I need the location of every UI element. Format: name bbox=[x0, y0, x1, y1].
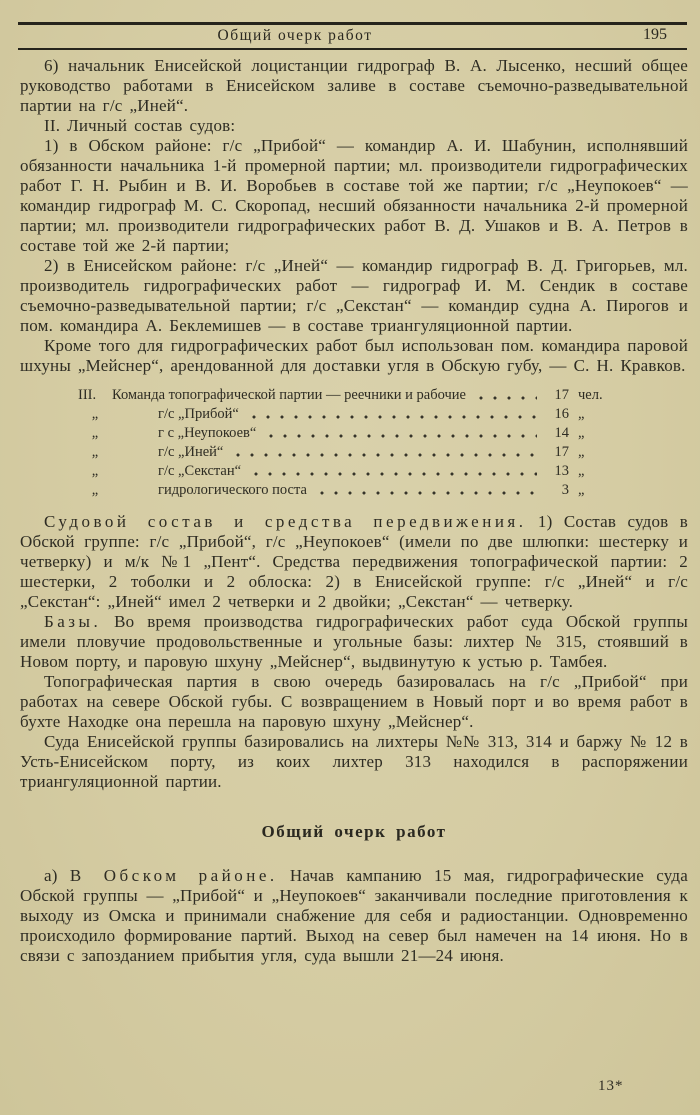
paragraph-rest: 1) Состав судов в Обской группе: г/с „Прибой“, г/с „Неупокоев“ (имели по две шлюпки: шестерку и четверку) и м/к №1 „Пент“. Средства передвижения топографической партии: 2 шестерки, 2 тоболки и 2 облоска: 2) в Енисейской группе: г/с „Иней“ и г/с „Секстан“: „Иней“ имел 2 четверки и 2 двойки; „Секстан“ — четверку. bbox=[20, 512, 688, 611]
paragraph-bases bbox=[20, 612, 688, 672]
roster-row-iney bbox=[78, 443, 618, 462]
roster-row-unit: чел. bbox=[578, 387, 603, 403]
paragraph-obsky-campaign bbox=[20, 866, 688, 966]
roster-row-unit: „ bbox=[578, 482, 585, 498]
roster-row-neupokoev bbox=[78, 424, 618, 443]
roster-row-ditto: „ bbox=[91, 425, 99, 441]
dot-leader bbox=[247, 409, 537, 423]
roster-row-value: 17 bbox=[554, 387, 569, 403]
roster-row-label: г/с „Иней“ bbox=[158, 444, 224, 460]
roster-row-unit: „ bbox=[578, 406, 585, 422]
roster-row-value: 3 bbox=[561, 482, 569, 498]
roster-row-hydropost bbox=[78, 481, 618, 500]
page-number: 195 bbox=[643, 26, 667, 43]
roster-row-value: 14 bbox=[554, 425, 569, 441]
roster-row-unit: „ bbox=[578, 463, 585, 479]
roster-row-priboy bbox=[78, 405, 618, 424]
roster-row-value: 17 bbox=[554, 444, 569, 460]
roster-row-ditto: „ bbox=[91, 406, 99, 422]
paragraph-vessels-and-transport bbox=[20, 512, 688, 612]
roster-row-label: г/с „Секстан“ bbox=[158, 463, 242, 479]
paragraph-lead-spaced: Базы. bbox=[44, 612, 102, 631]
roster-row-ditto: „ bbox=[91, 444, 99, 460]
page-body bbox=[20, 56, 688, 966]
paragraph-lead-spaced: Судовой состав и средства передвижения. bbox=[44, 512, 527, 531]
section-heading: Общий очерк работ bbox=[261, 822, 447, 841]
paragraph-yenisei-base: Суда Енисейской группы базировались на лихтеры №№ 313, 314 и баржу № 12 в Усть-Енисейском порту, из коих лихтер 313 находился в распоряжении триангуляционной партии. bbox=[20, 732, 688, 791]
paragraph-lysenko: 6) начальник Енисейской лоцистанции гидрограф В. А. Лысенко, несший общее руководство работами в Енисейском заливе в составе съемочно-разведывательной партии на г/с „Иней“. bbox=[20, 56, 688, 115]
paragraph-lead-spaced: В Обском районе. bbox=[69, 866, 278, 885]
roster-row-number: III. bbox=[78, 387, 97, 403]
paragraph-rest: Начав кампанию 15 мая, гидрографические суда Обской группы — „Прибой“ и „Неупокоев“ заканчивали последние приготовления к выходу из Омска и принимали снабжение для себя и радиостанции. Одновременно происходило формирование партий. Выход на север был намечен на 14 июня. Но в связи с запозданием прибытия угля, суда вышли 21—24 июня. bbox=[20, 866, 689, 965]
dot-leader bbox=[231, 447, 537, 461]
roster-row-topographic bbox=[78, 386, 618, 405]
signature-mark: 13* bbox=[598, 1078, 624, 1094]
running-head-rule-top bbox=[18, 22, 687, 25]
dot-leader bbox=[474, 390, 537, 404]
roster-row-sekstan bbox=[78, 462, 618, 481]
paragraph-topographic-base: Топографическая партия в свою очередь базировалась на г/с „Прибой“ при работах на севере Обской губы. С возвращением в Новый порт и во время работ в бухте Находке она перешла на паровую шхуну „Мейснер“. bbox=[20, 672, 688, 731]
paragraph-yenisei-district: 2) в Енисейском районе: г/с „Иней“ — командир гидрограф В. Д. Григорьев, мл. производитель гидрографических работ — гидрограф И. М. Сендик в составе съемочно-разведывательной партии; г/с „Секстан“ — командир судна А. Пирогов и пом. командира А. Беклемишев — в составе триангуляционной партии. bbox=[20, 256, 688, 335]
paragraph-rest: Во время производства гидрографических работ суда Обской группы имели пловучие продовольственные и угольные базы: лихтер № 315, стоявший в Новом порту, и паровую шхуну „Мейснер“, выдвинутую к устью р. Тамбея. bbox=[20, 612, 688, 671]
running-head-rule-bottom bbox=[18, 48, 687, 50]
dot-leader bbox=[315, 485, 537, 499]
roster-row-value: 16 bbox=[554, 406, 569, 422]
running-head-title: Общий очерк работ bbox=[217, 27, 373, 44]
paragraph-obsky-district: 1) в Обском районе: г/с „Прибой“ — командир А. И. Шабунин, исполнявший обязанности начальника 1-й промерной партии; мл. производители гидрографических работ Г. Н. Рыбин и В. И. Воробьев в составе той же партии; г/с „Неупокоев“ — командир гидрограф М. С. Скоропад, несший обязанности начальника 2-й промерной партии; мл. производители гидрографических работ В. Д. Ушаков и В. А. Петров в составе той же 2-й партии; bbox=[20, 136, 688, 255]
paragraph-crew-heading: II. Личный состав судов: bbox=[44, 116, 236, 135]
roster-row-label: гидрологического поста bbox=[158, 482, 307, 498]
paragraph-prefix: а) bbox=[44, 866, 58, 885]
roster-row-value: 13 bbox=[554, 463, 569, 479]
dot-leader bbox=[249, 466, 537, 480]
dot-leader bbox=[264, 428, 537, 442]
roster-row-label: Команда топографической партии — реечники и рабочие bbox=[112, 387, 466, 403]
paragraph-meisner-kravkov: Кроме того для гидрографических работ был использован пом. командира паровой шхуны „Мейснер“, арендованной для доставки угля в Обскую губу, — С. Н. Кравков. bbox=[20, 336, 688, 375]
roster-row-unit: „ bbox=[578, 425, 585, 441]
running-head bbox=[0, 0, 700, 52]
roster-row-unit: „ bbox=[578, 444, 585, 460]
roster-row-ditto: „ bbox=[91, 463, 99, 479]
roster-row-label: г с „Неупокоев“ bbox=[158, 425, 257, 441]
roster-table bbox=[78, 386, 618, 500]
roster-row-label: г/с „Прибой“ bbox=[158, 406, 239, 422]
roster-row-ditto: „ bbox=[91, 482, 99, 498]
